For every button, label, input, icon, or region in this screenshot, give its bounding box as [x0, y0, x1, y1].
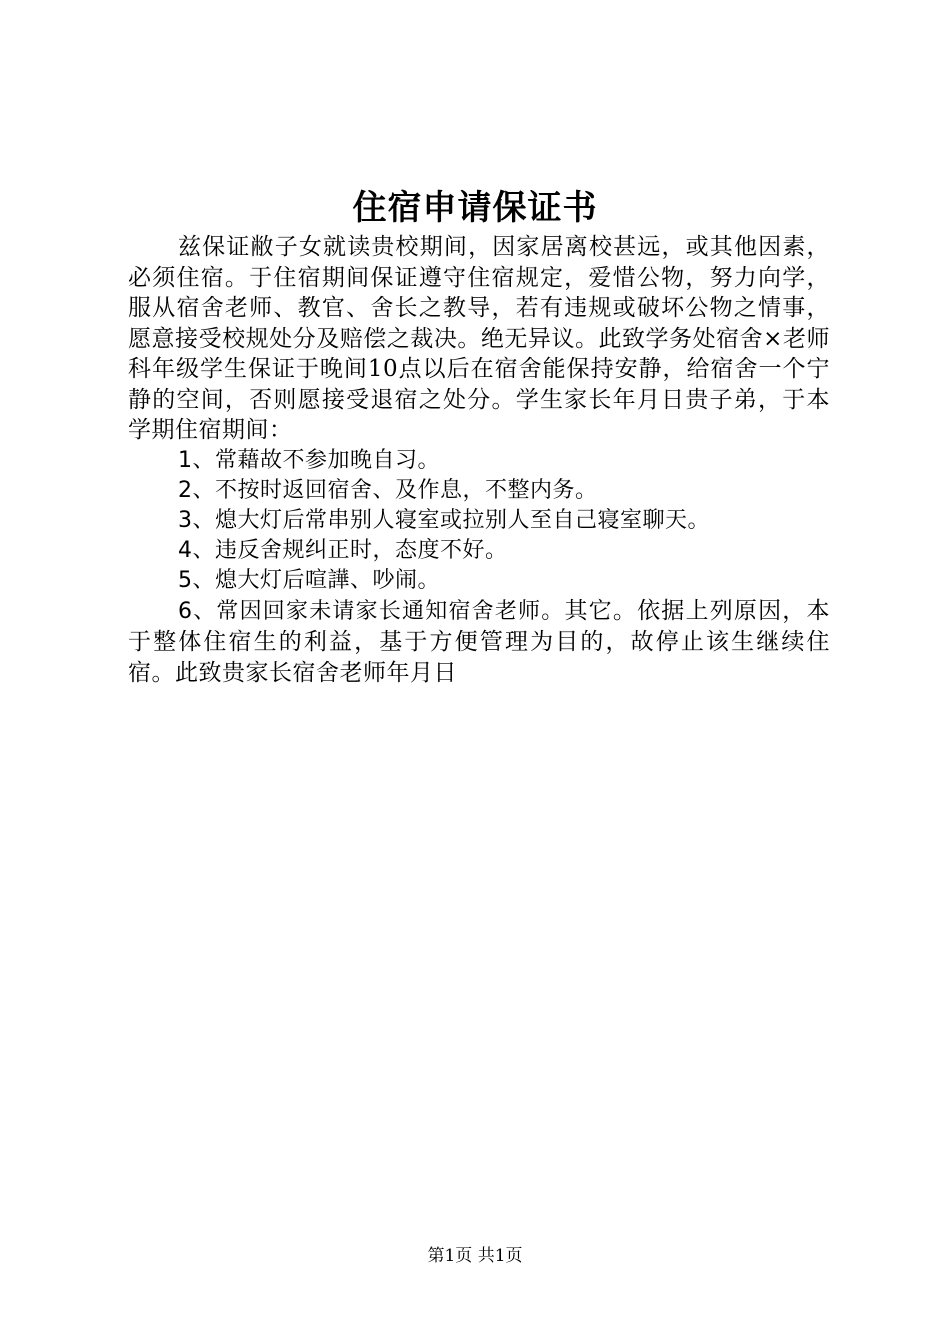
document-body [128, 232, 830, 689]
list-item: 4、违反舍规纠正时，态度不好。 [178, 537, 508, 563]
list-item: 3、熄大灯后常串别人寝室或拉别人至自己寝室聊天。 [178, 507, 710, 533]
reason-list [128, 446, 830, 689]
list-item: 5、熄大灯后喧譁、吵闹。 [178, 567, 440, 593]
page-footer: 第1页 共1页 [427, 1246, 523, 1266]
intro-paragraph: 兹保证敝子女就读贵校期间，因家居离校甚远，或其他因素，必须住宿。于住宿期间保证遵守住宿规定，爱惜公物，努力向学，服从宿舍老师、教官、舍长之教导，若有违规或破坏公物之情事，愿意接受校规处分及赔偿之裁决。绝无异议。此致学务处宿舍×老师科年级学生保证于晚间10点以后在宿舍能保持安静，给宿舍一个宁静的空间，否则愿接受退宿之处分。学生家长年月日贵子弟，于本学期住宿期间： [128, 234, 830, 443]
document-title: 住宿申请保证书 [352, 188, 598, 228]
list-item: 6、常因回家未请家长通知宿舍老师。 [178, 598, 565, 624]
list-item-with-closing [128, 596, 830, 689]
closing-text: 其它。依据上列原因，本于整体住宿生的利益，基于方便管理为目的，故停止该生继续住宿。此致贵家长宿舍老师年月日 [128, 597, 831, 686]
list-item: 2、不按时返回宿舍、及作息，不整内务。 [178, 477, 598, 503]
list-item: 1、常藉故不参加晚自习。 [178, 447, 440, 473]
